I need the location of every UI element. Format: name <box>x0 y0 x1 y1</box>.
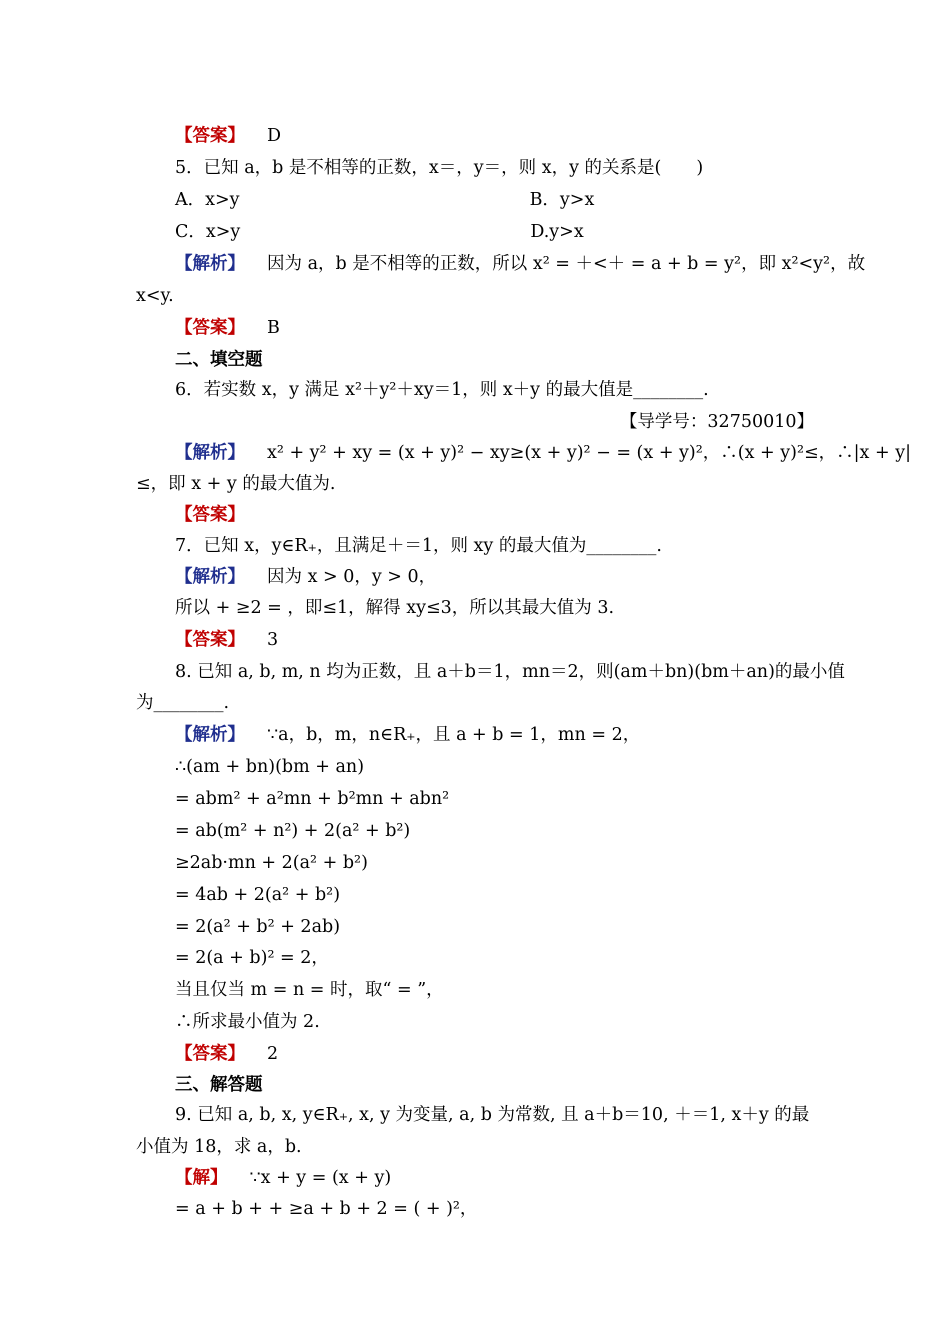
solution-line: 【解】 ∵x + y = (x + y) <box>175 1168 392 1188</box>
answer-line: 【答案】 B <box>175 318 280 338</box>
text-line: 当且仅当 m = n = 时，取“ = ”， <box>175 980 444 1000</box>
math-line: = 2(a + b)² = 2， <box>175 948 329 968</box>
question-7: 7．已知 x，y∈R₊，且满足＋＝1，则 xy 的最大值为________. <box>175 536 662 556</box>
question-5: 5．已知 a，b 是不相等的正数，x＝，y＝，则 x，y 的关系是( ) <box>175 158 704 178</box>
analysis-line: 【解析】 ∵a，b，m，n∈R₊，且 a + b = 1，mn = 2， <box>175 725 641 745</box>
section-heading: 三、解答题 <box>175 1075 263 1095</box>
math-line: = 4ab + 2(a² + b²) <box>175 885 341 905</box>
answer-line: 【答案】 2 <box>175 1044 279 1064</box>
choice-row: C．x>y D.y>x <box>175 222 584 242</box>
text-line: ≤，即 x + y 的最大值为. <box>136 474 336 494</box>
question-8: 8. 已知 a, b, m, n 均为正数，且 a＋b＝1，mn＝2，则(am＋bn)(bm＋an)的最小值 <box>175 662 845 682</box>
guide-number: 【导学号：32750010】 <box>619 412 814 432</box>
analysis-line: 【解析】 因为 a，b 是不相等的正数，所以 x² = ＋<＋ = a + b = y²，即 x²<y²，故 <box>175 254 866 274</box>
text-line: x<y. <box>136 286 174 306</box>
section-heading: 二、填空题 <box>175 350 263 370</box>
text-line: 小值为 18，求 a，b. <box>136 1137 302 1157</box>
choice-row: A．x>y B．y>x <box>175 190 595 210</box>
answer-line: 【答案】 3 <box>175 630 279 650</box>
analysis-line: 【解析】 因为 x > 0，y > 0， <box>175 567 437 587</box>
answer-line: 【答案】 D <box>175 126 282 146</box>
math-line: ∴(am + bn)(bm + an) <box>175 757 365 777</box>
question-6: 6．若实数 x，y 满足 x²＋y²＋xy＝1，则 x＋y 的最大值是________. <box>175 380 709 400</box>
math-line: ≥2ab·mn + 2(a² + b²) <box>175 853 368 873</box>
answer-line: 【答案】 <box>175 505 245 525</box>
text-line: ∴所求最小值为 2. <box>175 1012 320 1032</box>
question-9: 9. 已知 a, b, x, y∈R₊, x, y 为变量, a, b 为常数, 且 a＋b＝10, ＋＝1, x＋y 的最 <box>175 1105 810 1125</box>
text-line: 为________. <box>136 693 230 713</box>
analysis-line: 【解析】 x² + y² + xy = (x + y)² − xy≥(x + y)² − = (x + y)²，∴(x + y)²≤，∴|x + y| <box>175 443 911 463</box>
math-line: = ab(m² + n²) + 2(a² + b²) <box>175 821 411 841</box>
math-line: = abm² + a²mn + b²mn + abn² <box>175 789 450 809</box>
math-line: = 2(a² + b² + 2ab) <box>175 917 341 937</box>
text-line: 所以 + ≥2 = ，即≤1，解得 xy≤3，所以其最大值为 3. <box>175 598 615 618</box>
math-line: = a + b + + ≥a + b + 2 = ( + )²， <box>175 1199 478 1219</box>
